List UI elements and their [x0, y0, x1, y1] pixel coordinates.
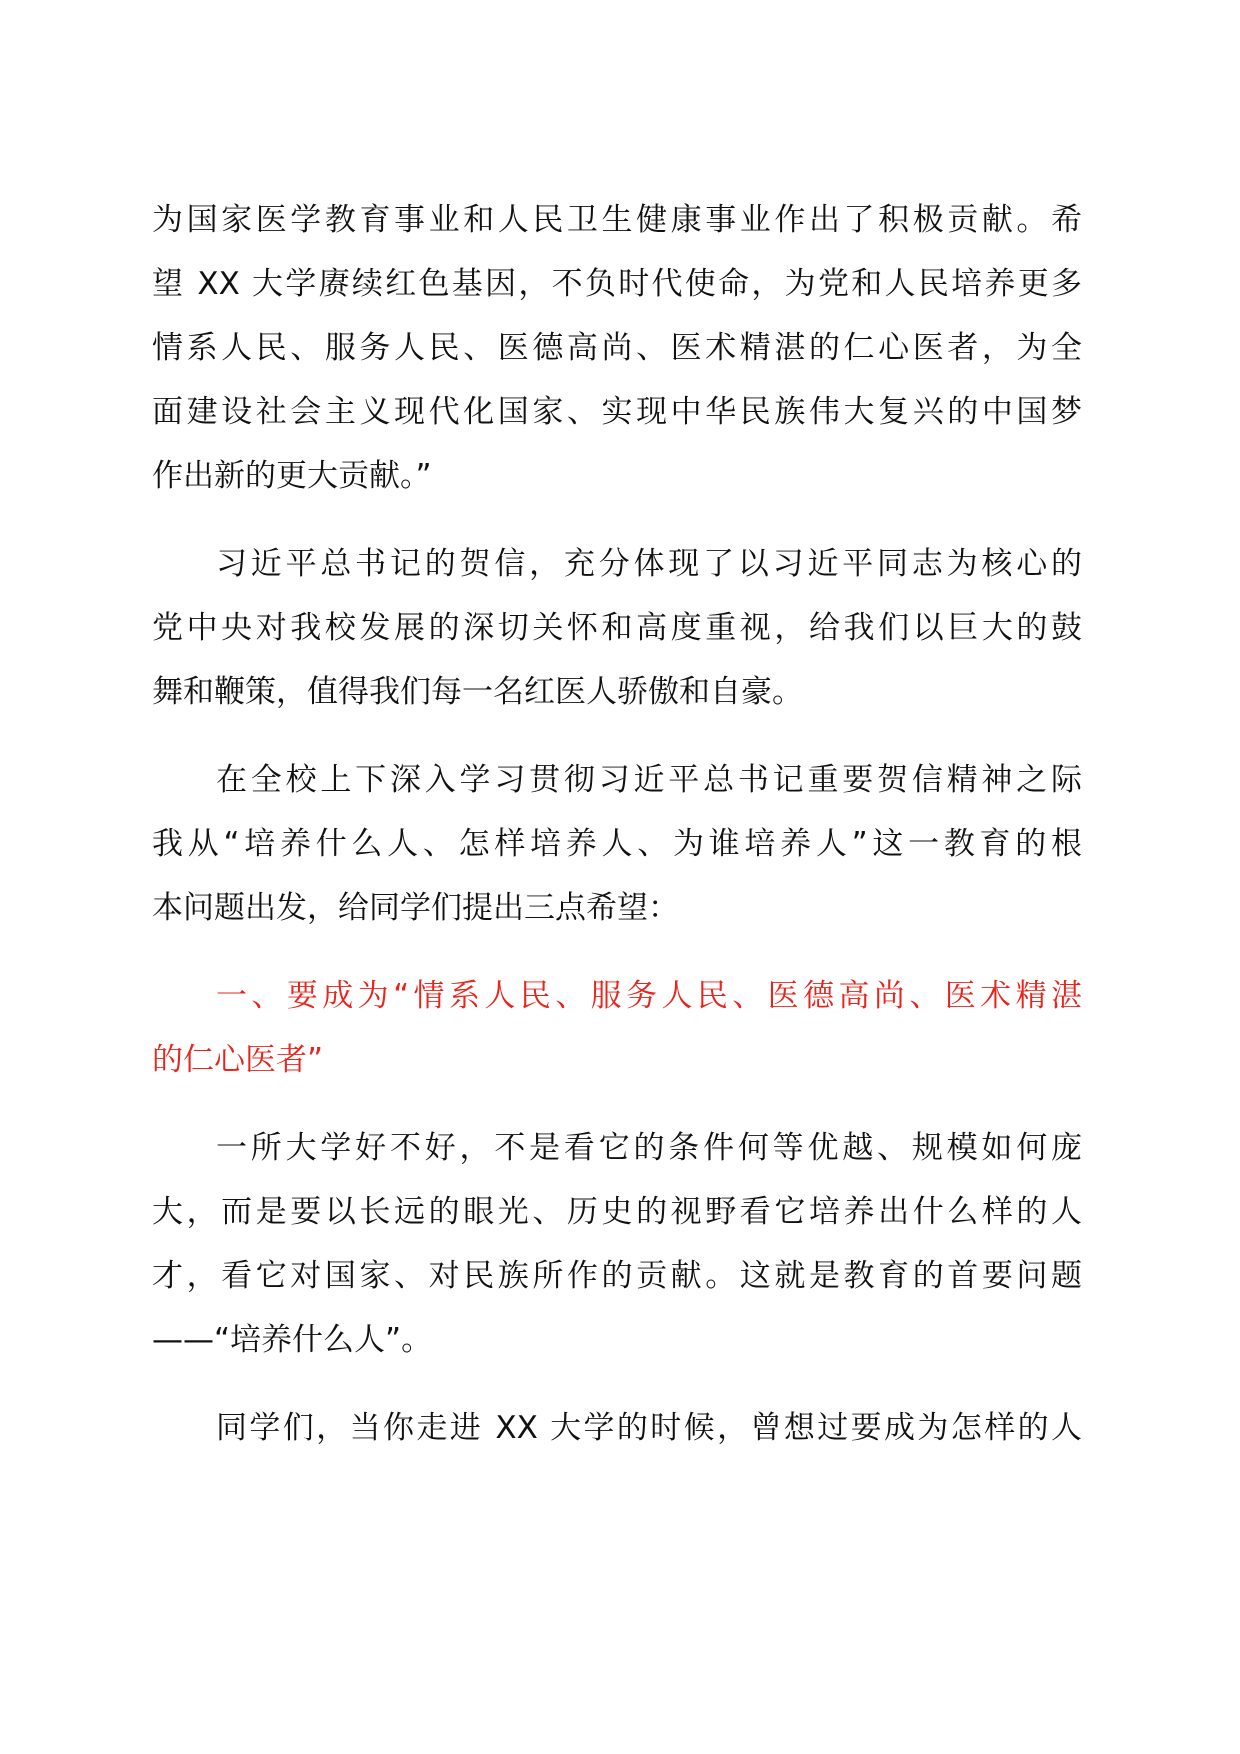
- text-line: ——“培养什么人”。: [152, 1322, 433, 1358]
- text-line: 作出新的更大贡献。”: [152, 458, 432, 494]
- text-line: 才，看它对国家、对民族所作的贡献。这就是教育的首要问题: [152, 1258, 1082, 1294]
- paragraph-students: [152, 1396, 1082, 1460]
- text-line: 我从“培养什么人、怎样培养人、为谁培养人”这一教育的根: [152, 826, 1082, 862]
- text-line: 为国家医学教育事业和人民卫生健康事业作出了积极贡献。希: [152, 202, 1082, 238]
- section-heading-one: [152, 964, 1082, 1092]
- paragraph-three-hopes-intro: [152, 748, 1082, 940]
- text-line: 舞和鞭策，值得我们每一名红医人骄傲和自豪。: [152, 674, 803, 710]
- paragraph-letter-significance: [152, 532, 1082, 724]
- text-line: 一所大学好不好，不是看它的条件何等优越、规模如何庞: [216, 1130, 1082, 1166]
- text-line: 大，而是要以长远的眼光、历史的视野看它培养出什么样的人: [152, 1194, 1082, 1230]
- text-line: 同学们，当你走进 XX 大学的时候，曾想过要成为怎样的人: [216, 1410, 1082, 1446]
- paragraph-good-university: [152, 1116, 1082, 1372]
- heading-line: 一、要成为“情系人民、服务人民、医德高尚、医术精湛: [216, 978, 1082, 1014]
- text-line: 本问题出发，给同学们提出三点希望：: [152, 890, 679, 926]
- text-line: 面建设社会主义现代化国家、实现中华民族伟大复兴的中国梦: [152, 394, 1082, 430]
- text-line: 在全校上下深入学习贯彻习近平总书记重要贺信精神之际: [216, 762, 1082, 798]
- text-line: 习近平总书记的贺信，充分体现了以习近平同志为核心的: [216, 546, 1082, 582]
- text-line: 党中央对我校发展的深切关怀和高度重视，给我们以巨大的鼓: [152, 610, 1082, 646]
- text-line: 望 XX 大学赓续红色基因，不负时代使命，为党和人民培养更多: [152, 266, 1082, 302]
- heading-line: 的仁心医者”: [152, 1042, 324, 1078]
- text-line: 情系人民、服务人民、医德高尚、医术精湛的仁心医者，为全: [152, 330, 1082, 366]
- paragraph-letter-continuation: [152, 188, 1082, 508]
